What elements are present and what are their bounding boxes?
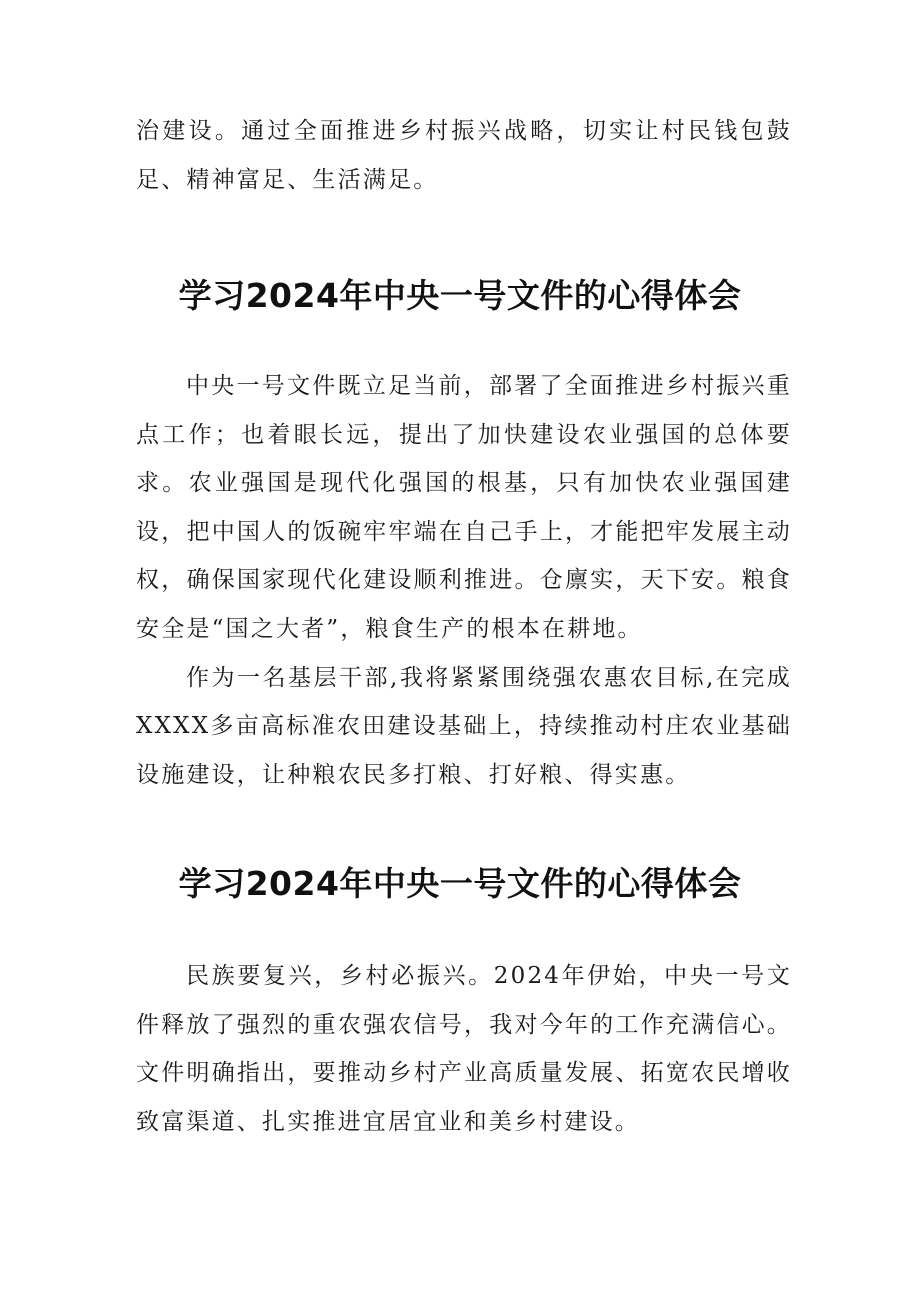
continued-paragraph-block [136,107,792,204]
paragraph: 民族要复兴，乡村必振兴。2024年伊始，中央一号文件释放了强烈的重农强农信号，我对今年的工作充满信心。文件明确指出，要推动乡村产业高质量发展、拓宽农民增收致富渠道、扎实推进宜居宜业和美乡村建设。 [136,963,792,1135]
paragraph: 治建设。通过全面推进乡村振兴战略，切实让村民钱包鼓足、精神富足、生活满足。 [136,118,792,193]
paragraph: 作为一名基层干部,我将紧紧围绕强农惠农目标,在完成XXXX多亩高标准农田建设基础上，持续推动村庄农业基础设施建设，让种粮农民多打粮、打好粮、得实惠。 [136,664,792,788]
section-heading: 学习2024年中央一号文件的心得体会 [178,276,742,315]
section-body [136,952,792,1146]
section-heading: 学习2024年中央一号文件的心得体会 [178,864,742,903]
paragraph: 中央一号文件既立足当前，部署了全面推进乡村振兴重点工作；也着眼长远，提出了加快建设农业强国的总体要求。农业强国是现代化强国的根基，只有加快农业强国建设，把中国人的饭碗牢牢端在自己手上，才能把牢发展主动权，确保国家现代化建设顺利推进。仓廪实，天下安。粮食安全是“国之大者”，粮食生产的根本在耕地。 [136,373,792,642]
section-body [136,362,792,799]
